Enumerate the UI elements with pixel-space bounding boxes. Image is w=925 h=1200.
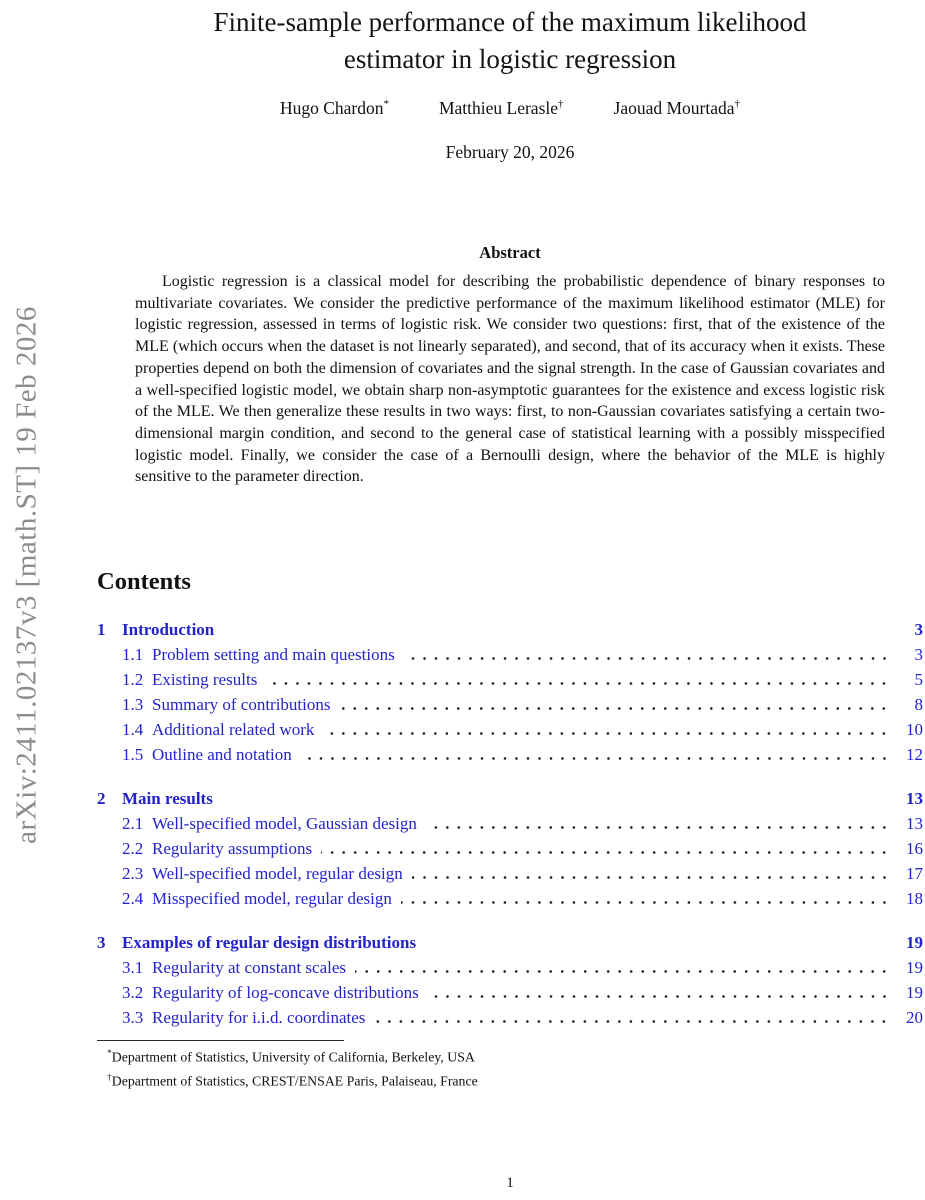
toc-section-3-dot-leader <box>425 930 890 955</box>
toc-section-1-page[interactable]: 3 <box>914 620 923 639</box>
toc-group-1 <box>97 617 923 767</box>
toc-subsection-1.4[interactable] <box>97 717 923 742</box>
toc-subsection-1.5-page[interactable]: 12 <box>906 745 923 764</box>
toc-subsection-1.3-title[interactable]: Summary of contributions <box>152 695 331 714</box>
toc-section-3-number[interactable]: 3 <box>97 933 106 952</box>
toc-subsection-1.1-number[interactable]: 1.1 <box>122 645 144 664</box>
footnote-2-mark: † <box>107 1072 112 1083</box>
footnotes <box>97 1040 923 1091</box>
toc-subsection-3.2[interactable] <box>97 980 923 1005</box>
author-2: Matthieu Lerasle† <box>438 98 564 118</box>
toc-subsection-1.1[interactable] <box>97 642 923 667</box>
toc-subsection-1.3-number[interactable]: 1.3 <box>122 695 144 714</box>
toc-subsection-1.2[interactable] <box>97 667 923 692</box>
toc-subsection-1.2-page[interactable]: 5 <box>914 670 923 689</box>
toc-subsection-2.4-number[interactable]: 2.4 <box>122 889 144 908</box>
toc-subsection-3.1[interactable] <box>97 955 923 980</box>
toc-section-2-title[interactable]: Main results <box>122 789 213 808</box>
toc-subsection-1.4-title[interactable]: Additional related work <box>152 720 315 739</box>
toc-subsection-3.3-dot-leader <box>374 1005 890 1030</box>
toc-subsection-1.5-dot-leader <box>301 742 890 767</box>
toc-subsection-3.3-number[interactable]: 3.3 <box>122 1008 144 1027</box>
toc-subsection-2.4-page[interactable]: 18 <box>906 889 923 908</box>
author-1-mark: * <box>383 98 389 111</box>
toc-section-3-page[interactable]: 19 <box>906 933 923 952</box>
toc-section-1-dot-leader <box>223 617 890 642</box>
toc-section-2-dot-leader <box>222 786 890 811</box>
toc-section-3-title[interactable]: Examples of regular design distributions <box>122 933 417 952</box>
toc-subsection-2.3-page[interactable]: 17 <box>906 864 923 883</box>
abstract-text: Logistic regression is a classical model for describing the probabilistic dependence of binary responses to multivariate covariates. We consider the predictive performance of the maximum likelihood estimator (MLE) for logistic regression, assessed in terms of logistic risk. We consider two questions: first, that of the existence of the MLE (which occurs when the dataset is not linearly separated), and second, that of its accuracy when it exists. These properties depend on both the dimension of covariates and the signal strength. In the case of Gaussian covariates and a well-specified logistic model, we obtain sharp non-asymptotic guarantees for the existence and excess logistic risk of the MLE. We then generalize these results in two ways: first, to non-Gaussian covariates satisfying a certain two-dimensional margin condition, and second to the general case of statistical learning with a possibly misspecified logistic model. Finally, we consider the case of a Bernoulli design, where the behavior of the MLE is highly sensitive to the parameter direction. <box>135 273 885 486</box>
toc-section-1-number[interactable]: 1 <box>97 620 106 639</box>
toc-subsection-1.1-dot-leader <box>404 642 890 667</box>
toc-section-1-title[interactable]: Introduction <box>122 620 215 639</box>
toc-subsection-2.3-number[interactable]: 2.3 <box>122 864 144 883</box>
toc-subsection-2.2-dot-leader <box>321 836 890 861</box>
arxiv-watermark: arXiv:2411.02137v3 [math.ST] 19 Feb 2026 <box>10 306 43 844</box>
toc-subsection-3.3-title[interactable]: Regularity for i.i.d. coordinates <box>152 1008 366 1027</box>
toc-subsection-3.2-title[interactable]: Regularity of log-concave distributions <box>152 983 419 1002</box>
toc-subsection-3.2-dot-leader <box>428 980 890 1005</box>
toc-subsection-1.5[interactable] <box>97 742 923 767</box>
toc-section-1[interactable] <box>97 617 923 642</box>
toc-subsection-3.3[interactable] <box>97 1005 923 1030</box>
toc-section-2-page[interactable]: 13 <box>906 789 923 808</box>
toc-subsection-2.1-number[interactable]: 2.1 <box>122 814 144 833</box>
toc-subsection-2.1-title[interactable]: Well-specified model, Gaussian design <box>152 814 417 833</box>
toc-subsection-1.2-title[interactable]: Existing results <box>152 670 258 689</box>
toc-subsection-2.2[interactable] <box>97 836 923 861</box>
page-number: 1 <box>506 1175 514 1191</box>
paper-date: February 20, 2026 <box>445 142 575 162</box>
contents-heading: Contents <box>97 568 191 595</box>
toc-subsection-1.2-number[interactable]: 1.2 <box>122 670 144 689</box>
toc-subsection-2.1[interactable] <box>97 811 923 836</box>
toc-subsection-1.2-dot-leader <box>266 667 890 692</box>
toc-group-2 <box>97 786 923 911</box>
toc-subsection-1.3-page[interactable]: 8 <box>914 695 923 714</box>
toc-subsection-1.5-title[interactable]: Outline and notation <box>152 745 292 764</box>
toc-subsection-1.3[interactable] <box>97 692 923 717</box>
toc-subsection-2.1-page[interactable]: 13 <box>906 814 923 833</box>
author-3-mark: † <box>734 98 741 111</box>
paper-title <box>97 4 923 78</box>
toc-section-2[interactable] <box>97 786 923 811</box>
toc-subsection-2.2-page[interactable]: 16 <box>906 839 923 858</box>
toc-subsection-2.2-number[interactable]: 2.2 <box>122 839 144 858</box>
table-of-contents <box>97 617 923 1030</box>
toc-subsection-2.4[interactable] <box>97 886 923 911</box>
toc-subsection-3.1-number[interactable]: 3.1 <box>122 958 144 977</box>
toc-subsection-1.5-number[interactable]: 1.5 <box>122 745 144 764</box>
footnote-1: *Department of Statistics, University of California, Berkeley, USA <box>107 1049 475 1065</box>
toc-subsection-3.1-title[interactable]: Regularity at constant scales <box>152 958 347 977</box>
toc-subsection-2.4-title[interactable]: Misspecified model, regular design <box>152 889 392 908</box>
toc-section-3[interactable] <box>97 930 923 955</box>
toc-subsection-2.3-title[interactable]: Well-specified model, regular design <box>152 864 403 883</box>
author-list <box>97 98 923 119</box>
toc-subsection-3.2-page[interactable]: 19 <box>906 983 923 1002</box>
page-content <box>97 0 923 1200</box>
toc-subsection-1.4-dot-leader <box>323 717 890 742</box>
toc-subsection-3.1-page[interactable]: 19 <box>906 958 923 977</box>
toc-subsection-2.3[interactable] <box>97 861 923 886</box>
toc-subsection-1.3-dot-leader <box>339 692 890 717</box>
toc-group-3 <box>97 930 923 1030</box>
footnote-1-mark: * <box>107 1049 112 1059</box>
toc-subsection-1.4-page[interactable]: 10 <box>906 720 923 739</box>
toc-subsection-3.3-page[interactable]: 20 <box>906 1008 923 1027</box>
toc-subsection-1.1-title[interactable]: Problem setting and main questions <box>152 645 395 664</box>
author-1: Hugo Chardon* <box>279 98 389 118</box>
toc-subsection-1.4-number[interactable]: 1.4 <box>122 720 144 739</box>
paper-title-line2: estimator in logistic regression <box>343 44 677 74</box>
author-3: Jaouad Mourtada† <box>613 98 741 118</box>
toc-subsection-2.4-dot-leader <box>401 886 890 911</box>
paper-title-line1: Finite-sample performance of the maximum likelihood <box>213 7 807 37</box>
toc-section-2-number[interactable]: 2 <box>97 789 106 808</box>
footnote-rule <box>97 1040 344 1041</box>
toc-subsection-2.1-dot-leader <box>426 811 890 836</box>
footnote-2: †Department of Statistics, CREST/ENSAE Paris, Palaiseau, France <box>107 1072 478 1089</box>
toc-subsection-3.1-dot-leader <box>355 955 890 980</box>
toc-subsection-2.2-title[interactable]: Regularity assumptions <box>152 839 313 858</box>
toc-subsection-3.2-number[interactable]: 3.2 <box>122 983 144 1002</box>
toc-subsection-1.1-page[interactable]: 3 <box>914 645 923 664</box>
author-2-mark: † <box>558 98 564 111</box>
abstract-heading: Abstract <box>479 243 541 262</box>
toc-subsection-2.3-dot-leader <box>412 861 890 886</box>
